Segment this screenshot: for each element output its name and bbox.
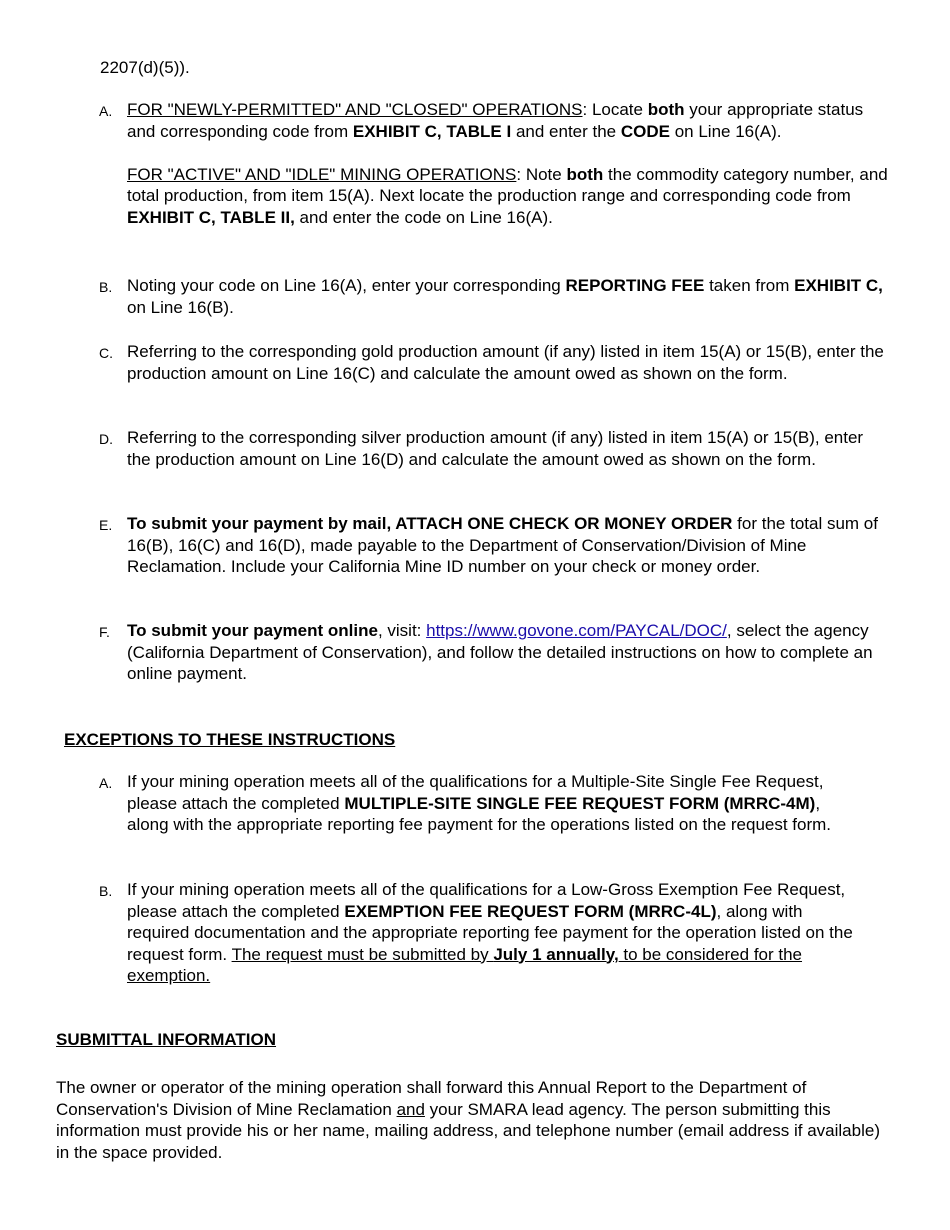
- item-label: A.: [99, 103, 113, 119]
- instruction-item-f: [99, 620, 889, 685]
- instruction-item-a: [99, 99, 889, 228]
- item-e-text: To submit your payment by mail, ATTACH ONE CHECK OR MONEY ORDER for the total sum of 16(B), 16(C) and 16(D), made payable to the Department of Conservation/Division of Mine Reclamation. Include your California Mine ID number on your check or money order.: [127, 514, 878, 576]
- item-a-heading-1: FOR "NEWLY-PERMITTED" AND "CLOSED" OPERATIONS: [127, 100, 583, 119]
- instruction-item-d: [99, 427, 889, 470]
- item-d-text: Referring to the corresponding silver production amount (if any) listed in item 15(A) or 15(B), enter the production amount on Line 16(D) and calculate the amount owed as shown on the form.: [127, 428, 864, 469]
- item-label: B.: [99, 279, 113, 295]
- exception-item-b: [99, 879, 859, 987]
- item-c-text: Referring to the corresponding gold production amount (if any) listed in item 15(A) or 15(B), enter the production amount on Line 16(C) and calculate the amount owed as shown on the form.: [127, 342, 884, 383]
- paycal-link[interactable]: https://www.govone.com/PAYCAL/DOC/: [426, 621, 727, 640]
- item-label: F.: [99, 624, 110, 640]
- exceptions-heading: EXCEPTIONS TO THESE INSTRUCTIONS: [64, 730, 396, 749]
- instruction-item-b: [99, 275, 889, 318]
- submittal-heading: SUBMITTAL INFORMATION: [56, 1030, 277, 1049]
- exception-a-text: If your mining operation meets all of the qualifications for a Multiple-Site Single Fee Request, please attach the completed MULTIPLE-SITE SINGLE FEE REQUEST FORM (MRRC-4M), along with the appropriate reporting fee payment for the operations listed on the request form.: [127, 772, 832, 834]
- item-label: C.: [99, 345, 113, 361]
- item-b-text: Noting your code on Line 16(A), enter your corresponding REPORTING FEE taken from EXHIBIT C, on Line 16(B).: [127, 276, 883, 317]
- top-fragment: 2207(d)(5)).: [100, 58, 190, 77]
- item-label: D.: [99, 431, 113, 447]
- item-a-paragraph-2: FOR "ACTIVE" AND "IDLE" MINING OPERATIONS: Note both the commodity category number, and total production, from item 15(A). Next locate the production range and corresponding code from EXHIBIT C, TABLE II, and enter the code on Line 16(A).: [127, 164, 888, 227]
- item-label: B.: [99, 883, 113, 899]
- item-f-text: To submit your payment online, visit: https://www.govone.com/PAYCAL/DOC/, select the agency (California Department of Conservation), and follow the detailed instructions on how to complete an online payment.: [127, 621, 873, 683]
- item-a-paragraph-1: FOR "NEWLY-PERMITTED" AND "CLOSED" OPERATIONS: Locate both your appropriate status and corresponding code from EXHIBIT C, TABLE I and enter the CODE on Line 16(A).: [127, 100, 864, 141]
- exception-item-a: [99, 771, 859, 836]
- exception-b-text: If your mining operation meets all of the qualifications for a Low-Gross Exemption Fee Request, please attach the completed EXEMPTION FEE REQUEST FORM (MRRC-4L), along with required documentation and the appropriate reporting fee payment for the operation listed on the request form. The request must be submitted by July 1 annually, to be considered for the exemption.: [127, 880, 853, 985]
- item-label: E.: [99, 517, 113, 533]
- item-a-heading-2: FOR "ACTIVE" AND "IDLE" MINING OPERATIONS: [127, 164, 517, 184]
- item-label: A.: [99, 775, 113, 791]
- instruction-item-e: [99, 513, 889, 578]
- submittal-paragraph: The owner or operator of the mining operation shall forward this Annual Report to the Department of Conservation's Division of Mine Reclamation and your SMARA lead agency. The person submitting this information must provide his or her name, mailing address, and telephone number (email address if available) in the space provided.: [56, 1078, 880, 1162]
- instruction-item-c: [99, 341, 889, 384]
